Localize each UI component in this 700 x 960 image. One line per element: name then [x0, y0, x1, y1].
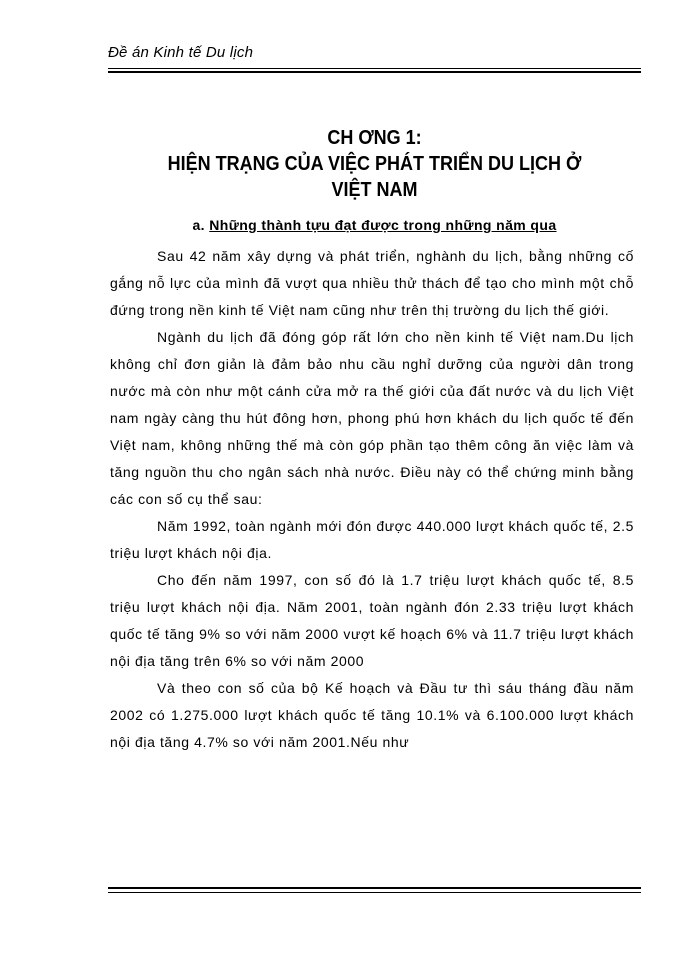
footer-rule-thin: [108, 892, 641, 893]
footer-rule-thick: [108, 887, 641, 889]
paragraph: Cho đến năm 1997, con số đó là 1.7 triệu lượt khách quốc tế, 8.5 triệu lượt khách nội địa. Năm 2001, toàn ngành đón 2.33 triệu lượt khách quốc tế tăng 9% so với năm 2000 vượt kế hoạch 6% và 11.7 triệu lượt khách nội địa tăng trên 6% so với năm 2000: [110, 572, 634, 669]
header-rule-thick: [108, 71, 641, 73]
header-title: Đề án Kinh tế Du lịch: [108, 44, 254, 61]
chapter-title-line-1: HIỆN TRẠNG CỦA VIỆC PHÁT TRIỂN DU LỊCH Ở: [167, 153, 582, 175]
paragraph: Sau 42 năm xây dựng và phát triển, nghành du lịch, bằng những cố gắng nỗ lực của mình đã vượt qua nhiều thử thách để tạo cho mình một chỗ đứng trong nền kinh tế Việt nam cũng như trên thị trường du lịch thế giới.: [110, 248, 634, 318]
paragraph: Năm 1992, toàn ngành mới đón được 440.000 lượt khách quốc tế, 2.5 triệu lượt khách nội địa.: [110, 518, 634, 561]
paragraph: Và theo con số của bộ Kế hoạch và Đầu tư thì sáu tháng đầu năm 2002 có 1.275.000 lượt khách quốc tế tăng 10.1% và 6.100.000 lượt khách nội địa tăng 4.7% so với năm 2001.Nếu như: [110, 680, 634, 750]
header-rule-thin: [108, 68, 641, 69]
section-heading-text: Những thành tựu đạt được trong những năm qua: [209, 217, 557, 233]
body-text: [110, 243, 634, 756]
chapter-title-line-2: VIỆT NAM: [331, 179, 418, 201]
chapter-number: CH ƠNG 1:: [327, 127, 422, 149]
section-prefix: a.: [192, 217, 210, 233]
section-heading: [108, 217, 641, 233]
paragraph: Ngành du lịch đã đóng góp rất lớn cho nền kinh tế Việt nam.Du lịch không chỉ đơn giản là đảm bảo nhu cầu nghỉ dưỡng của người dân trong nước mà còn như một cánh cửa mở ra thế giới của đất nước và du lịch Việt nam ngày càng thu hút đông hơn, phong phú hơn khách du lịch quốc tế đến Việt nam, không những thế mà còn góp phần tạo thêm công ăn việc làm và tăng nguồn thu cho ngân sách nhà nước. Điều này có thể chứng minh bằng các con số cụ thể sau:: [110, 329, 634, 507]
